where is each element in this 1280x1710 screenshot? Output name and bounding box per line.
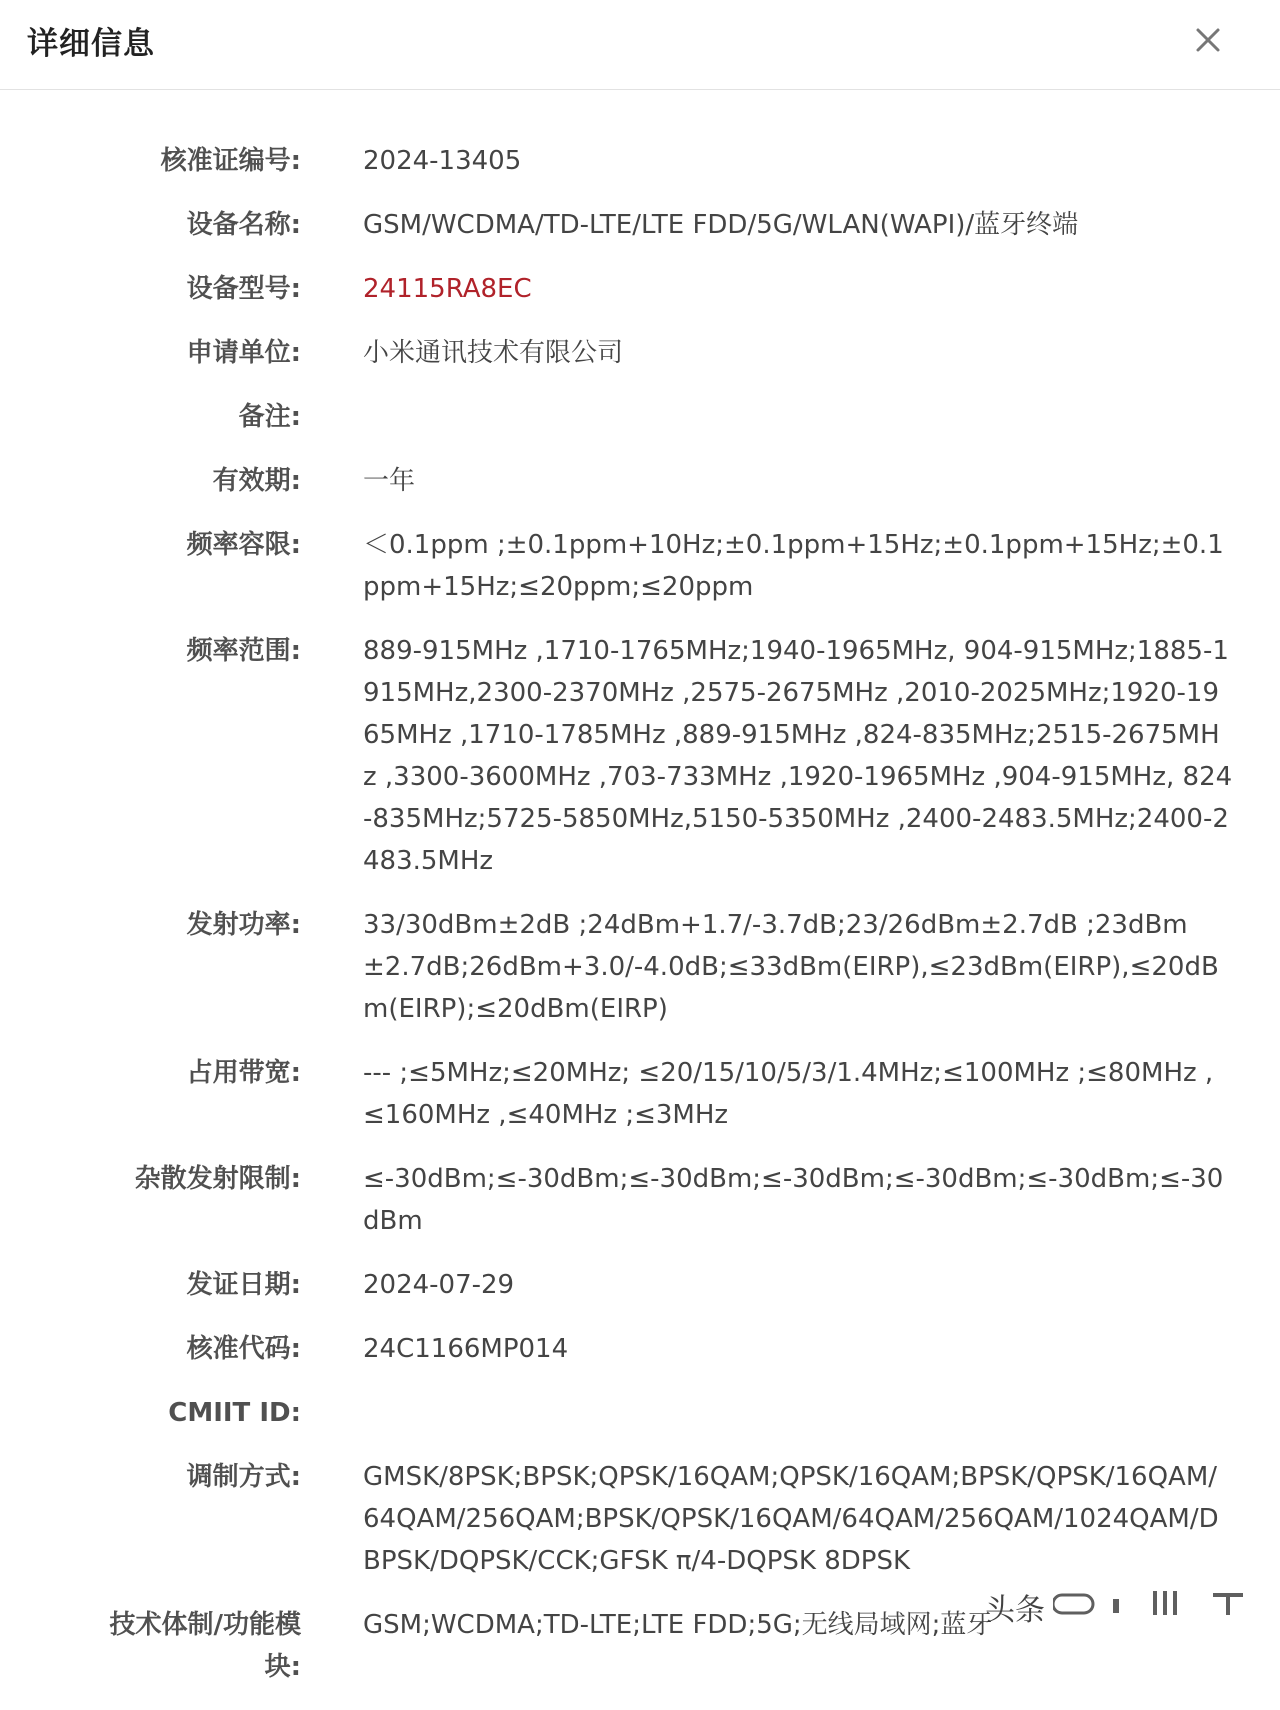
field-device-model — [0, 268, 1280, 310]
field-cmiit-id — [0, 1392, 1280, 1434]
field-label: 发射功率: — [186, 910, 301, 940]
field-validity — [0, 460, 1280, 502]
close-button[interactable] — [1188, 20, 1228, 60]
field-label: 发证日期: — [186, 1270, 301, 1300]
field-label: 核准代码: — [186, 1334, 301, 1364]
field-label: 有效期: — [212, 466, 301, 496]
field-value: GSM;WCDMA;TD-LTE;LTE FDD;5G;无线局域网;蓝牙 — [363, 1610, 993, 1640]
field-label: CMIIT ID: — [168, 1398, 301, 1428]
field-transmit-power — [0, 904, 1280, 1030]
field-label: 设备名称: — [186, 210, 301, 240]
field-value: ＜0.1ppm ;±0.1ppm+10Hz;±0.1ppm+15Hz;±0.1ppm+15Hz;±0.1ppm+15Hz;≤20ppm;≤20ppm — [363, 530, 1224, 602]
field-label: 设备型号: — [186, 274, 301, 304]
field-value: 889-915MHz ,1710-1765MHz;1940-1965MHz, 904-915MHz;1885-1915MHz,2300-2370MHz ,2575-2675MHz ,2010-2025MHz;1920-1965MHz ,1710-1785MHz ,889-915MHz ,824-835MHz;2515-2675MHz ,3300-3600MHz ,703-733MHz ,1920-1965MHz ,904-915MHz, 824-835MHz;5725-5850MHz,5150-5350MHz ,2400-2483.5MHz;2400-2483.5MHz — [363, 636, 1233, 876]
field-frequency-tolerance — [0, 524, 1280, 608]
field-value: ≤-30dBm;≤-30dBm;≤-30dBm;≤-30dBm;≤-30dBm;≤-30dBm;≤-30dBm — [363, 1164, 1224, 1236]
field-label: 备注: — [238, 402, 301, 432]
field-value: 2024-07-29 — [363, 1270, 515, 1300]
close-icon — [1188, 20, 1228, 60]
field-value: 一年 — [363, 466, 416, 496]
field-value: GSM/WCDMA/TD-LTE/LTE FDD/5G/WLAN(WAPI)/蓝牙终端 — [363, 210, 1079, 240]
field-label: 频率范围: — [186, 636, 301, 666]
field-device-name — [0, 204, 1280, 246]
field-label: 占用带宽: — [186, 1058, 301, 1088]
field-value: GMSK/8PSK;BPSK;QPSK/16QAM;QPSK/16QAM;BPSK/QPSK/16QAM/64QAM/256QAM;BPSK/QPSK/16QAM/64QAM/256QAM/1024QAM/DBPSK/DQPSK/CCK;GFSK π/4-DQPSK 8DPSK — [363, 1462, 1219, 1576]
field-spurious-emission — [0, 1158, 1280, 1242]
field-issue-date — [0, 1264, 1280, 1306]
field-frequency-range — [0, 630, 1280, 882]
detail-list — [0, 140, 1280, 1710]
field-label: 调制方式: — [186, 1462, 301, 1492]
field-value — [363, 396, 1233, 438]
toutiao-watermark — [985, 1585, 1045, 1629]
field-value: --- ;≤5MHz;≤20MHz; ≤20/15/10/5/3/1.4MHz;≤100MHz ;≤80MHz ,≤160MHz ,≤40MHz ;≤3MHz — [363, 1058, 1214, 1130]
field-approval-number — [0, 140, 1280, 182]
field-applicant — [0, 332, 1280, 374]
field-approval-code — [0, 1328, 1280, 1370]
watermark-logo-icon — [1053, 1589, 1253, 1619]
field-value: 33/30dBm±2dB ;24dBm+1.7/-3.7dB;23/26dBm±2.7dB ;23dBm±2.7dB;26dBm+3.0/-4.0dB;≤33dBm(EIRP),≤23dBm(EIRP),≤20dBm(EIRP);≤20dBm(EIRP) — [363, 910, 1219, 1024]
field-modulation — [0, 1456, 1280, 1582]
device-model-value: 24115RA8EC — [363, 274, 532, 304]
field-label: 技术体制/功能模 块: — [109, 1610, 301, 1682]
field-value: 小米通讯技术有限公司 — [363, 338, 624, 368]
field-value — [363, 1392, 1233, 1434]
field-label: 核准证编号: — [160, 146, 301, 176]
field-label: 频率容限: — [186, 530, 301, 560]
dialog-header — [0, 0, 1280, 90]
field-label: 申请单位: — [186, 338, 301, 368]
field-value: 24C1166MP014 — [363, 1334, 569, 1364]
dialog-title: 详细信息 — [27, 26, 155, 62]
field-remarks — [0, 396, 1280, 438]
field-occupied-bandwidth — [0, 1052, 1280, 1136]
field-label: 杂散发射限制: — [134, 1164, 301, 1194]
watermark-text: 头条 — [985, 1593, 1045, 1628]
field-value: 2024-13405 — [363, 146, 522, 176]
